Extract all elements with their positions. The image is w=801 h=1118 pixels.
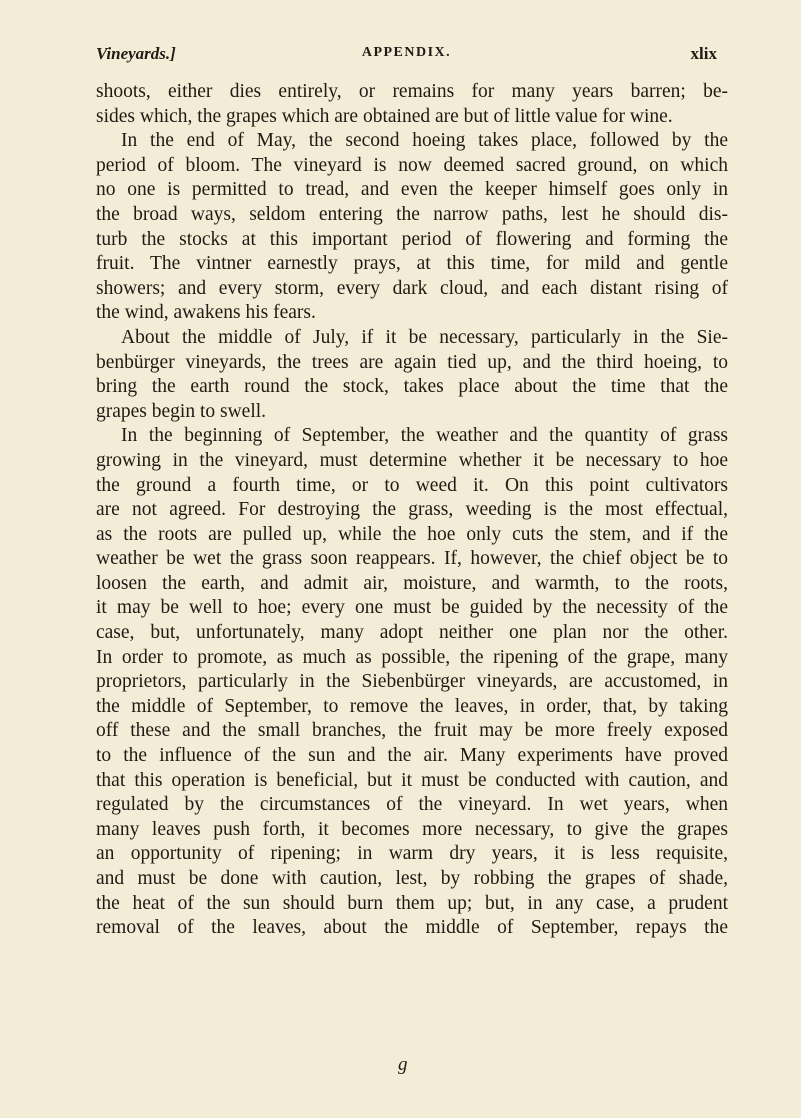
- text-line: regulated by the circumstances of the vineyard. In wet years, when: [96, 794, 728, 816]
- text-line: no one is permitted to tread, and even the keeper himself goes only in: [96, 179, 728, 201]
- text-line: growing in the vineyard, must determine whether it be necessary to hoe: [96, 449, 728, 471]
- text-line: and must be done with caution, lest, by robbing the grapes of shade,: [96, 868, 728, 889]
- text-line: bring the earth round the stock, takes place about the time that the: [96, 376, 728, 398]
- text-line: the heat of the sun should burn them up; but, in any case, a prudent: [96, 892, 728, 914]
- text-line: fruit. The vintner earnestly prays, at this time, for mild and gentle: [96, 253, 728, 275]
- text-line: that this operation is beneficial, but it must be conducted with caution, and: [96, 769, 728, 791]
- text-line: benbürger vineyards, the trees are again tied up, and the third hoeing, to: [96, 351, 728, 373]
- text-line: period of bloom. The vineyard is now deemed sacred ground, on which: [96, 154, 728, 176]
- text-line: proprietors, particularly in the Siebenbürger vineyards, are accustomed, in: [96, 671, 728, 693]
- body-text: [96, 80, 728, 941]
- text-line: grapes begin to swell.: [96, 400, 267, 422]
- text-line: it may be well to hoe; every one must be guided by the necessity of the: [96, 597, 728, 619]
- text-line: case, but, unfortunately, many adopt neither one plan nor the other.: [96, 622, 728, 644]
- text-line: removal of the leaves, about the middle of September, repays the: [96, 917, 728, 939]
- text-line: the middle of September, to remove the leaves, in order, that, by taking: [96, 695, 728, 717]
- text-line: turb the stocks at this important period of flowering and forming the: [96, 228, 728, 250]
- running-head-title: APPENDIX.: [361, 45, 452, 60]
- text-line: the ground a fourth time, or to weed it. On this point cultivators: [96, 474, 728, 496]
- text-line: About the middle of July, if it be necessary, particularly in the Sie-: [121, 326, 728, 348]
- text-line: In the beginning of September, the weather and the quantity of grass: [121, 425, 728, 447]
- text-line: many leaves push forth, it becomes more necessary, to give the grapes: [96, 818, 728, 840]
- running-head: [96, 44, 717, 68]
- text-line: showers; and every storm, every dark cloud, and each distant rising of: [96, 277, 728, 299]
- page-number: xlix: [690, 44, 717, 63]
- text-line: weather be wet the grass soon reappears. If, however, the chief object be to: [96, 548, 728, 570]
- text-line: off these and the small branches, the fruit may be more freely exposed: [96, 720, 728, 742]
- text-line: an opportunity of ripening; in warm dry years, it is less requisite,: [96, 843, 728, 865]
- running-head-section: Vineyards.]: [96, 44, 176, 63]
- text-line: In order to promote, as much as possible, the ripening of the grape, many: [96, 646, 728, 668]
- signature-mark: g: [398, 1054, 408, 1075]
- text-line: the broad ways, seldom entering the narrow paths, lest he should dis-: [96, 203, 728, 225]
- text-line: shoots, either dies entirely, or remains for many years barren; be-: [96, 81, 728, 102]
- text-line: the wind, awakens his fears.: [96, 302, 316, 324]
- text-line: to the influence of the sun and the air. Many experiments have proved: [96, 745, 728, 767]
- text-line: sides which, the grapes which are obtained are but of little value for wine.: [96, 105, 673, 127]
- text-line: In the end of May, the second hoeing takes place, followed by the: [121, 130, 728, 152]
- text-line: as the roots are pulled up, while the hoe only cuts the stem, and if the: [96, 523, 728, 545]
- text-line: are not agreed. For destroying the grass, weeding is the most effectual,: [96, 499, 728, 521]
- text-line: loosen the earth, and admit air, moisture, and warmth, to the roots,: [96, 572, 728, 594]
